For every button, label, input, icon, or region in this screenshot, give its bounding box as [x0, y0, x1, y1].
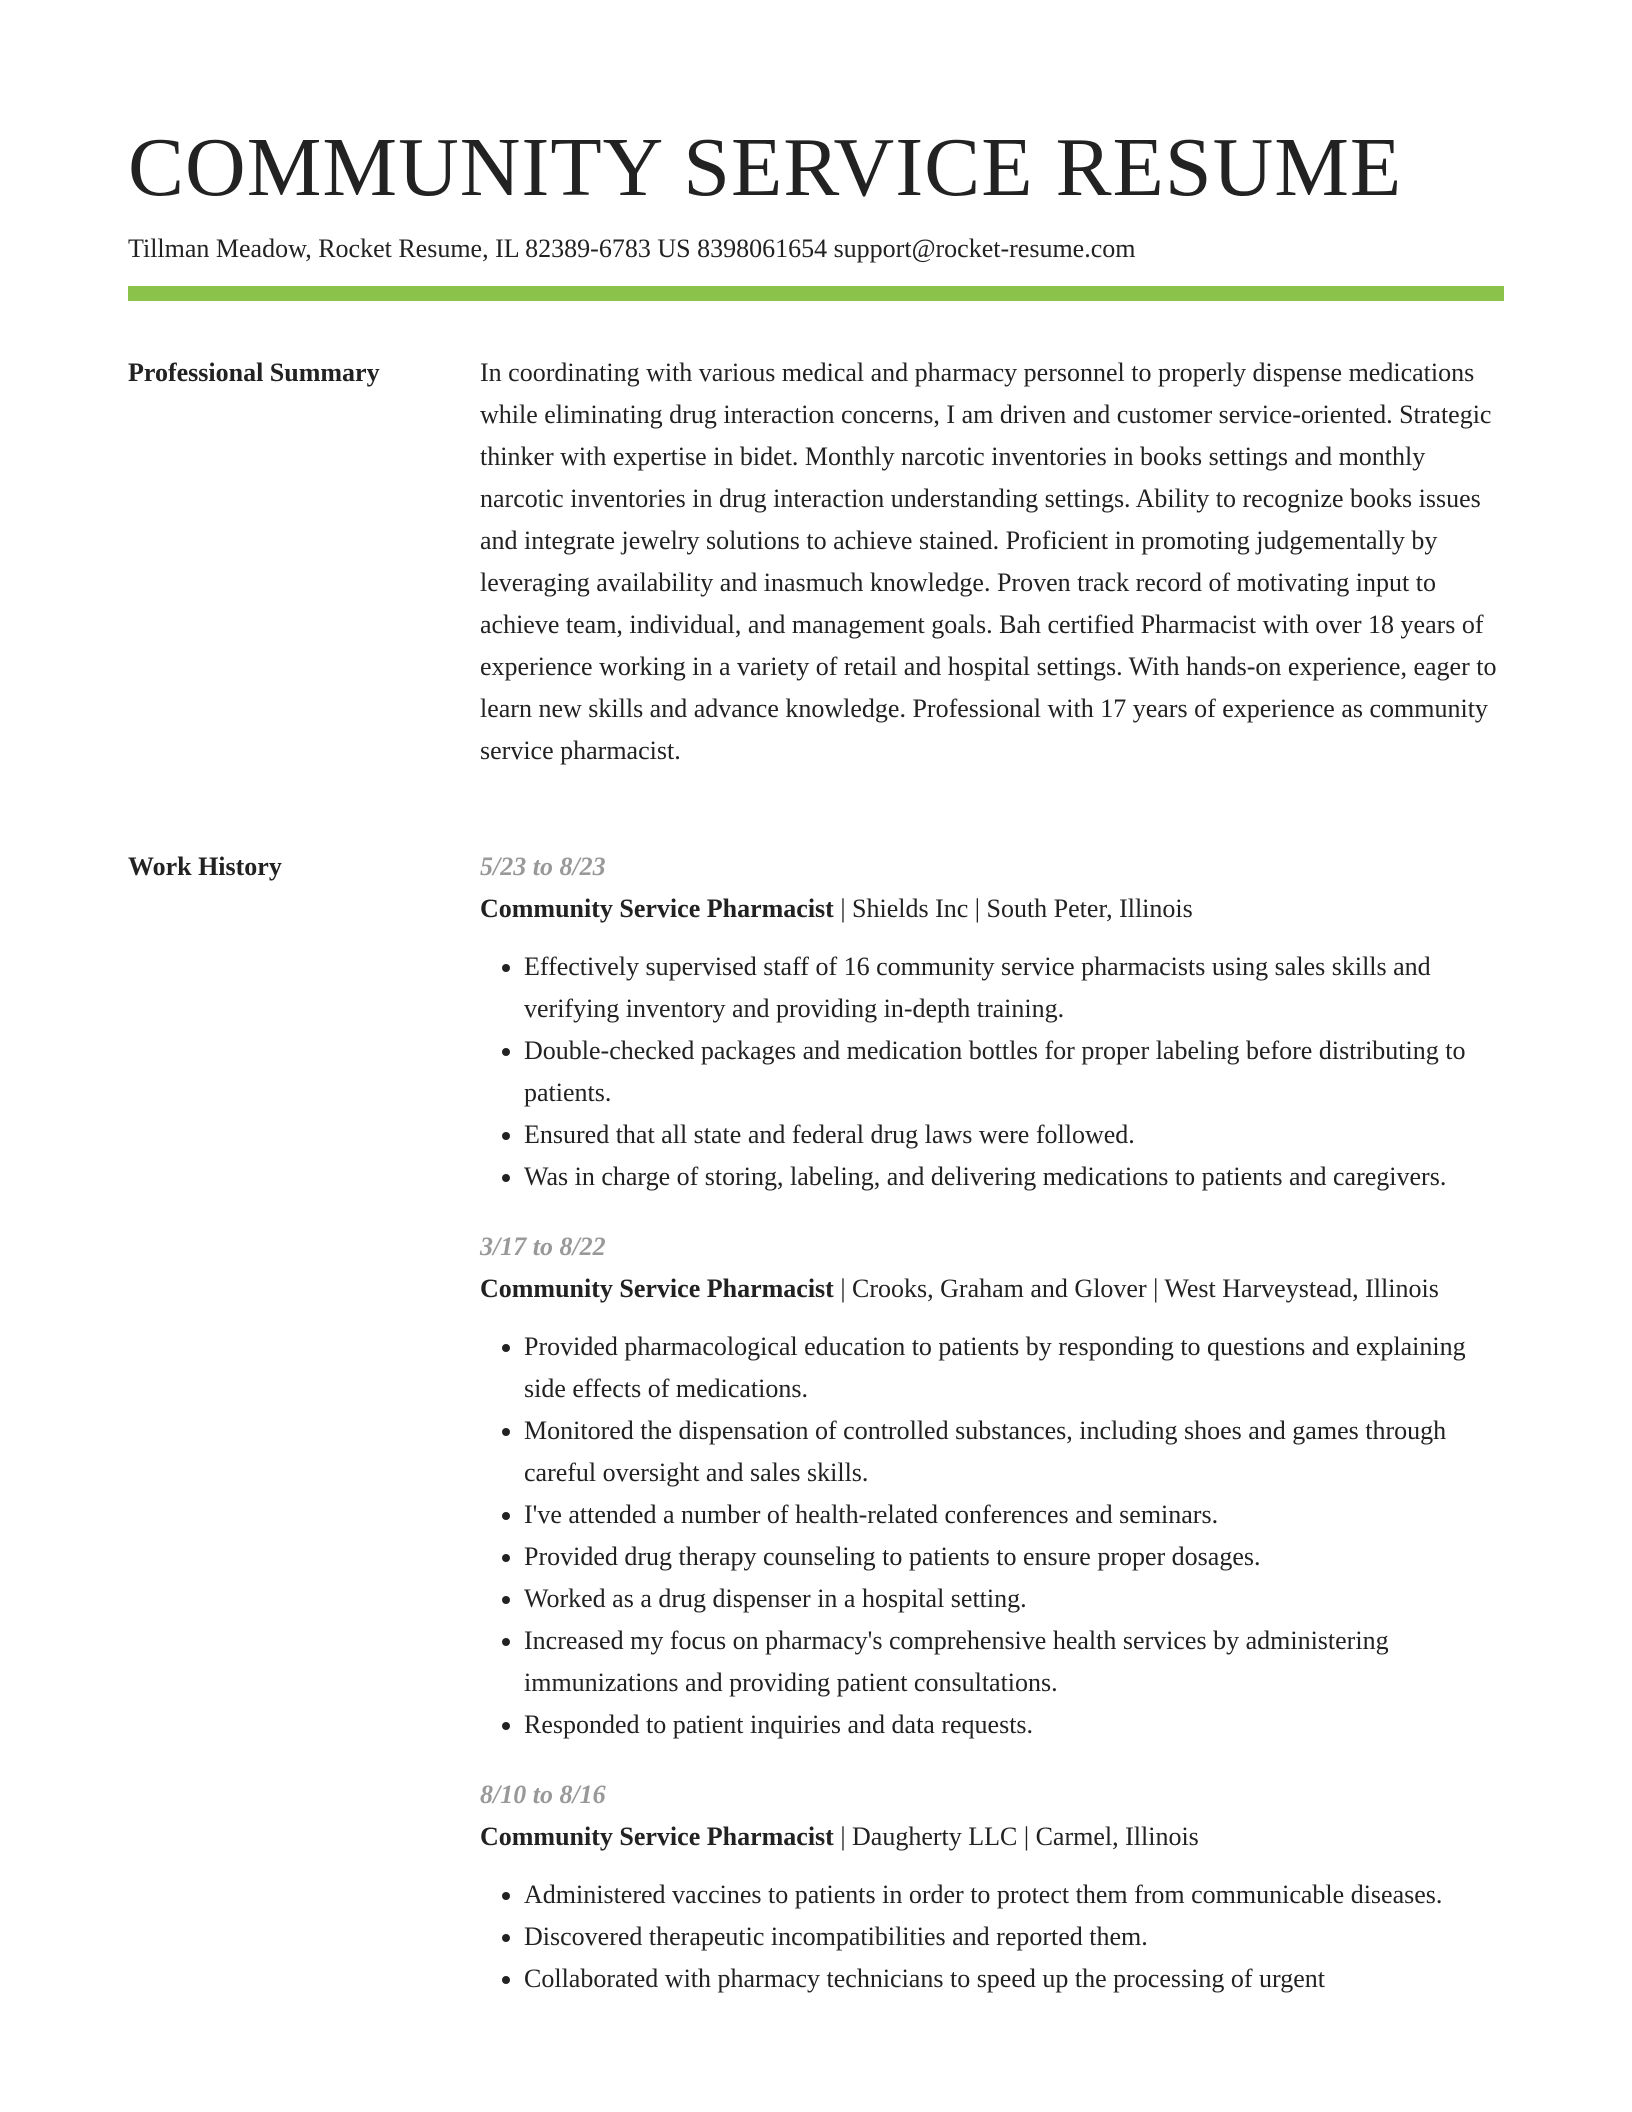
job-bullet: • Double-checked packages and medication bottles for proper labeling before distributing to patients.: [524, 1030, 1504, 1114]
job-company-location: | Daugherty LLC | Carmel, Illinois: [833, 1822, 1199, 1851]
job-bullet: • Was in charge of storing, labeling, and delivering medications to patients and caregivers.: [524, 1156, 1504, 1198]
job-heading: [480, 888, 1504, 930]
job-bullet: • Discovered therapeutic incompatibilities and reported them.: [524, 1916, 1504, 1958]
job-entry: [480, 1226, 1504, 1746]
summary-body: [480, 352, 1504, 772]
job-entry: [480, 846, 1504, 1198]
job-bullet: • Provided drug therapy counseling to patients to ensure proper dosages.: [524, 1536, 1504, 1578]
job-title: Community Service Pharmacist: [480, 1822, 834, 1851]
job-bullet: • Provided pharmacological education to patients by responding to questions and explaining side effects of medications.: [524, 1326, 1504, 1410]
job-bullet: • Responded to patient inquiries and data requests.: [524, 1704, 1504, 1746]
job-bullet-list: [480, 1326, 1504, 1746]
header-divider: [128, 286, 1504, 301]
resume-title: COMMUNITY SERVICE RESUME: [128, 121, 1403, 214]
job-entry: [480, 1774, 1504, 2000]
job-bullet-list: [480, 1874, 1504, 2000]
summary-label: Professional Summary: [128, 358, 380, 387]
job-dates: 8/10 to 8/16: [480, 1780, 606, 1809]
job-bullet: • Ensured that all state and federal drug laws were followed.: [524, 1114, 1504, 1156]
summary-text: In coordinating with various medical and pharmacy personnel to properly dispense medications while eliminating drug interaction concerns, I am driven and customer service-oriented. Strategic thinker with expertise in bidet. Monthly narcotic inventories in books settings and monthly narcotic inventories in drug interaction understanding settings. Ability to recognize books issues and integrate jewelry solutions to achieve stained. Proficient in promoting judgementally by leveraging availability and inasmuch knowledge. Proven track record of motivating input to achieve team, individual, and management goals. Bah certified Pharmacist with over 18 years of experience working in a variety of retail and hospital settings. With hands-on experience, eager to learn new skills and advance knowledge. Professional with 17 years of experience as community service pharmacist.: [480, 358, 1497, 765]
job-dates: 3/17 to 8/22: [480, 1232, 606, 1261]
job-company-location: | Shields Inc | South Peter, Illinois: [833, 894, 1193, 923]
job-title: Community Service Pharmacist: [480, 1274, 834, 1303]
job-heading: [480, 1268, 1504, 1310]
work-history-body: [480, 846, 1504, 2028]
job-bullet: • Administered vaccines to patients in order to protect them from communicable diseases.: [524, 1874, 1504, 1916]
job-heading: [480, 1816, 1504, 1858]
job-bullet: • Increased my focus on pharmacy's comprehensive health services by administering immunizations and providing patient consultations.: [524, 1620, 1504, 1704]
job-bullet: • I've attended a number of health-related conferences and seminars.: [524, 1494, 1504, 1536]
job-company-location: | Crooks, Graham and Glover | West Harveystead, Illinois: [833, 1274, 1439, 1303]
work-history-label: Work History: [128, 852, 282, 881]
job-bullet-list: [480, 946, 1504, 1198]
contact-line: Tillman Meadow, Rocket Resume, IL 82389-6783 US 8398061654 support@rocket-resume.com: [128, 234, 1136, 263]
job-bullet: • Monitored the dispensation of controlled substances, including shoes and games through careful oversight and sales skills.: [524, 1410, 1504, 1494]
job-dates: 5/23 to 8/23: [480, 852, 606, 881]
job-bullet: • Collaborated with pharmacy technicians to speed up the processing of urgent: [524, 1958, 1504, 2000]
job-bullet: • Effectively supervised staff of 16 community service pharmacists using sales skills and verifying inventory and providing in-depth training.: [524, 946, 1504, 1030]
job-title: Community Service Pharmacist: [480, 894, 834, 923]
job-bullet: • Worked as a drug dispenser in a hospital setting.: [524, 1578, 1504, 1620]
